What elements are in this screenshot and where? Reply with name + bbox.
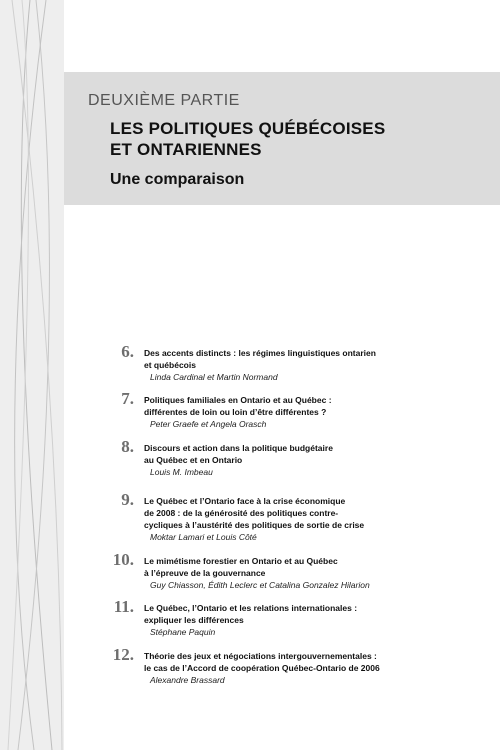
chapter-authors: Linda Cardinal et Martin Normand bbox=[150, 372, 278, 382]
chapter-title-line: différentes de loin ou loin d’être différentes ? bbox=[144, 407, 327, 417]
chapter-number: 8. bbox=[121, 437, 134, 456]
chapter-authors: Moktar Lamari et Louis Côté bbox=[150, 532, 257, 542]
part-title-line-1: LES POLITIQUES QUÉBÉCOISES bbox=[110, 119, 386, 138]
chapter-title-line: Le mimétisme forestier en Ontario et au Québec bbox=[144, 556, 338, 566]
chapter-title-line: le cas de l’Accord de coopération Québec-Ontario de 2006 bbox=[144, 663, 380, 673]
chapter-title bbox=[144, 347, 464, 371]
chapter-title-line: Théorie des jeux et négociations intergouvernementales : bbox=[144, 651, 377, 661]
chapter-number: 12. bbox=[112, 645, 134, 664]
chapter-title bbox=[144, 602, 464, 626]
chapter-title-line: à l’épreuve de la gouvernance bbox=[144, 568, 266, 578]
chapter-title-line: Politiques familiales en Ontario et au Québec : bbox=[144, 395, 332, 405]
chapter-title-line: de 2008 : de la générosité des politiques contre- bbox=[144, 508, 339, 518]
part-title-line-2: ET ONTARIENNES bbox=[110, 140, 262, 159]
chapter-authors: Alexandre Brassard bbox=[150, 675, 225, 685]
chapter-title-line: Discours et action dans la politique budgétaire bbox=[144, 443, 333, 453]
chapter-number: 9. bbox=[121, 490, 134, 509]
chapter-authors: Louis M. Imbeau bbox=[150, 467, 213, 477]
part-title bbox=[110, 118, 385, 160]
chapter-number: 11. bbox=[113, 597, 134, 616]
chapter-title bbox=[144, 495, 464, 531]
chapter-title bbox=[144, 394, 464, 418]
chapter-title bbox=[144, 442, 464, 466]
chapter-title-line: au Québec et en Ontario bbox=[144, 455, 243, 465]
chapter-authors: Stéphane Paquin bbox=[150, 627, 216, 637]
chapter-number: 7. bbox=[121, 389, 134, 408]
chapter-title-line: expliquer les différences bbox=[144, 615, 244, 625]
chapter-title bbox=[144, 555, 464, 579]
chapter-number: 10. bbox=[112, 550, 134, 569]
chapter-title-line: Des accents distincts : les régimes linguistiques ontarien bbox=[144, 348, 376, 358]
part-label: DEUXIÈME PARTIE bbox=[88, 92, 240, 109]
chapter-title-line: et québécois bbox=[144, 360, 196, 370]
chapter-title-line: Le Québec et l’Ontario face à la crise économique bbox=[144, 496, 346, 506]
chapter-number: 6. bbox=[121, 342, 134, 361]
chapter-authors: Peter Graefe et Angela Orasch bbox=[150, 419, 267, 429]
chapter-title bbox=[144, 650, 464, 674]
part-subtitle: Une comparaison bbox=[110, 171, 245, 188]
chapter-title-line: cycliques à l’austérité des politiques de sortie de crise bbox=[144, 520, 365, 530]
chapter-authors: Guy Chiasson, Édith Leclerc et Catalina Gonzalez Hilarion bbox=[150, 580, 370, 590]
chapter-title-line: Le Québec, l’Ontario et les relations internationales : bbox=[144, 603, 358, 613]
